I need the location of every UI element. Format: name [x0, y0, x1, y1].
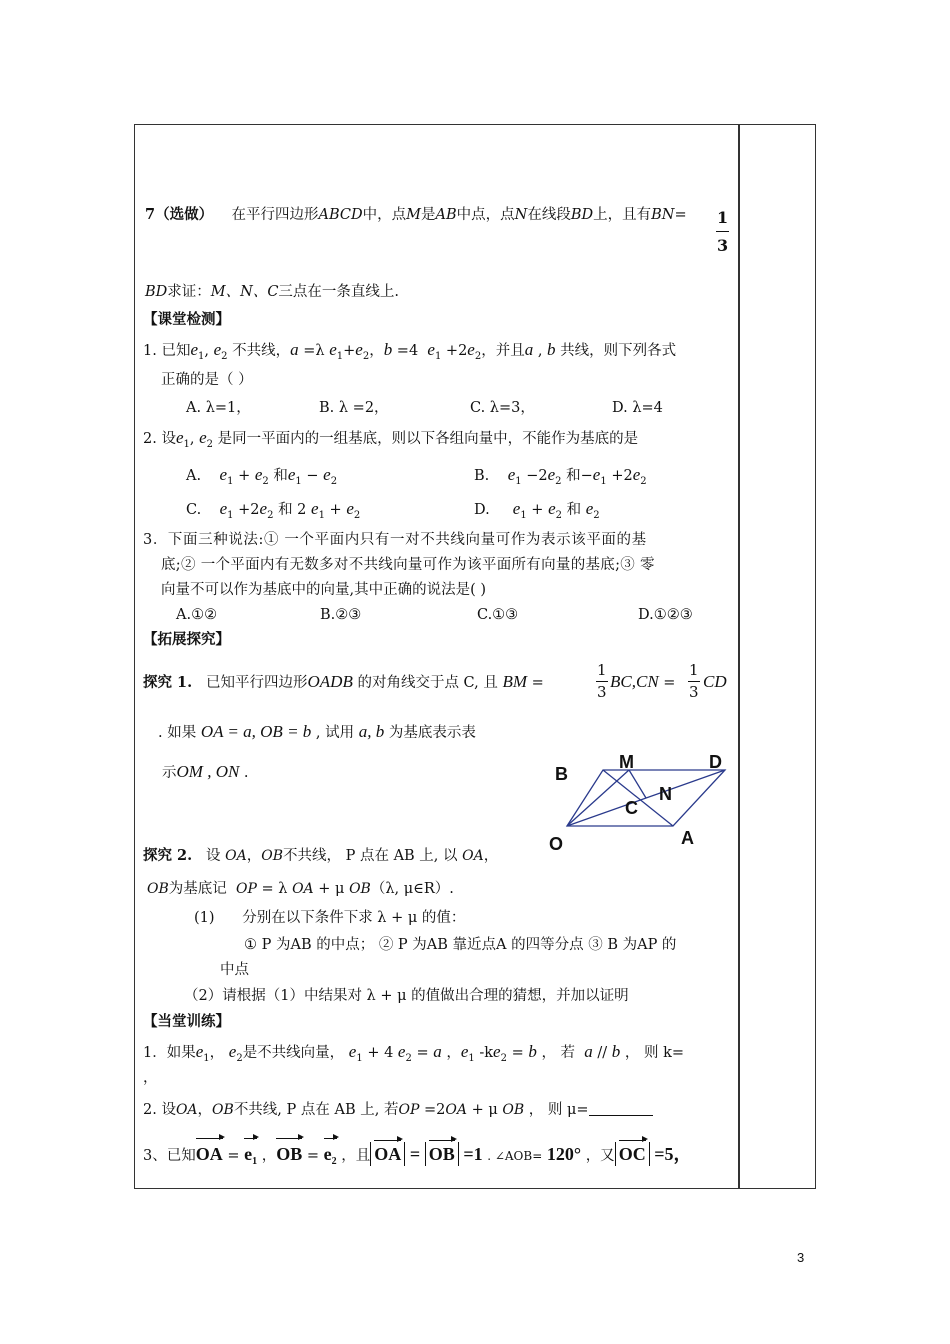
q2-option-c: C. $e_1 +2e_2$ 和 2 $e_1 + e_2$: [186, 499, 361, 521]
explore2-part1-items: ① P 为AB 的中点； ② P 为AB 靠近点A 的四等分点 ③ B 为AP 的: [244, 937, 677, 953]
q3-line2: 底;② 一个平面内有无数多对不共线向量可作为该平面所有向量的基底;③ 零: [161, 557, 655, 573]
q1-line1: 1. 已知$e_1$, $e_2$ 不共线，a =λ $e_1+e_2$，b =4 $e_1 +2e_2$，并且a , b 共线，则下列各式: [143, 340, 677, 362]
q3-option-d: D.①②③: [638, 607, 693, 623]
q1-option-d: D. λ=4: [612, 400, 663, 416]
table-column-divider: [738, 124, 740, 1189]
q3-option-a: A.①②: [176, 607, 218, 623]
figure-label-n: N: [659, 784, 672, 804]
q3-line1: 3．下面三种说法:① 一个平面内只有一对不共线向量可作为表示该平面的基: [143, 532, 647, 548]
section-extension: 【拓展探究】: [143, 631, 230, 648]
explore2-line1: 探究 2. 设 OA，OB不共线， P 点在 AB 上, 以 OA，: [143, 847, 499, 864]
q3-option-c: C.①③: [477, 607, 519, 623]
q1-option-a: A. λ=1，: [186, 400, 251, 416]
figure-label-m: M: [619, 752, 634, 772]
q3-line3: 向量不可以作为基底中的向量,其中正确的说法是( ): [161, 582, 487, 598]
explore1-line3: 示OM , ON .: [162, 762, 249, 781]
q1-line2: 正确的是（ ）: [161, 372, 253, 388]
q2-option-d: D. $e_1 + e_2$ 和 $e_2$: [474, 499, 600, 521]
q3-option-b: B.②③: [320, 607, 362, 623]
training1-line2: ，: [143, 1070, 158, 1086]
figure-label-b: B: [555, 764, 568, 784]
training3: 3、已知OA = $e_1$ ，OB = $e_2$ ，且 OA = OB =1 . ∠AOB= 120° ，又 OC =5，: [143, 1140, 692, 1176]
page-number: 3: [797, 1250, 805, 1265]
explore2-part1-cont: 中点: [220, 962, 249, 978]
explore1-line2: . 如果 OA = a, OB = b , 试用 a, b 为基底表示表: [158, 722, 476, 741]
explore1-frac2: 1 3: [689, 661, 699, 701]
figure-label-d: D: [709, 752, 722, 772]
q2-line1: 2. 设$e_1$, $e_2$ 是同一平面内的一组基底，则以下各组向量中，不能作为基底的是: [143, 428, 639, 450]
training1-line1: 1．如果$e_1$， $e_2$是不共线向量， $e_1 + 4$ $e_2 = a$ ，$e_1$ $-ke_2 = b$ ， 若 a // b ， 则 k=: [143, 1042, 685, 1064]
q7-line2: BD求证：M、N、C三点在一条直线上.: [145, 284, 400, 300]
figure-label-o: O: [549, 834, 564, 854]
figure-label-c: C: [625, 798, 638, 818]
training2: 2. 设OA，OB不共线, P 点在 AB 上, 若OP =2OA + μ OB ， 则 μ=: [143, 1100, 653, 1120]
section-class-test: 【课堂检测】: [143, 311, 230, 328]
explore1-line1b: BC,CN =: [610, 672, 676, 691]
segment-m-c: [629, 770, 646, 798]
answer-blank: [589, 1101, 653, 1116]
q1-option-c: C. λ=3，: [470, 400, 535, 416]
explore2-line2: OB为基底记 OP = λ OA + μ OB（λ, μ∈R）.: [147, 881, 454, 897]
figure-label-a: A: [681, 828, 694, 848]
parallelogram-figure: [545, 748, 735, 858]
explore1-line1c: CD: [703, 672, 727, 691]
q7-fraction: 1 3: [716, 204, 729, 259]
q1-option-b: B. λ =2，: [319, 400, 389, 416]
explore1-frac1: 1 3: [597, 661, 607, 701]
section-training: 【当堂训练】: [143, 1013, 230, 1030]
explore2-part2: （2）请根据（1）中结果对 λ + μ 的值做出合理的猜想，并加以证明: [184, 988, 629, 1004]
q2-option-b: B. $e_1 -2e_2$ 和$-e_1 +2e_2$: [474, 465, 647, 487]
q7-line1: 7（选做） 在平行四边形ABCD中，点M是AB中点，点N在线段BD上，且有BN=: [145, 206, 687, 223]
explore2-part1: (1) 分别在以下条件下求 λ + μ 的值：: [194, 910, 466, 926]
explore1-line1: 探究 1. 已知平行四边形OADB 的对角线交于点 C, 且 BM =: [143, 672, 544, 691]
q2-option-a: A. $e_1 + e_2$ 和$e_1 - e_2$: [186, 465, 338, 487]
